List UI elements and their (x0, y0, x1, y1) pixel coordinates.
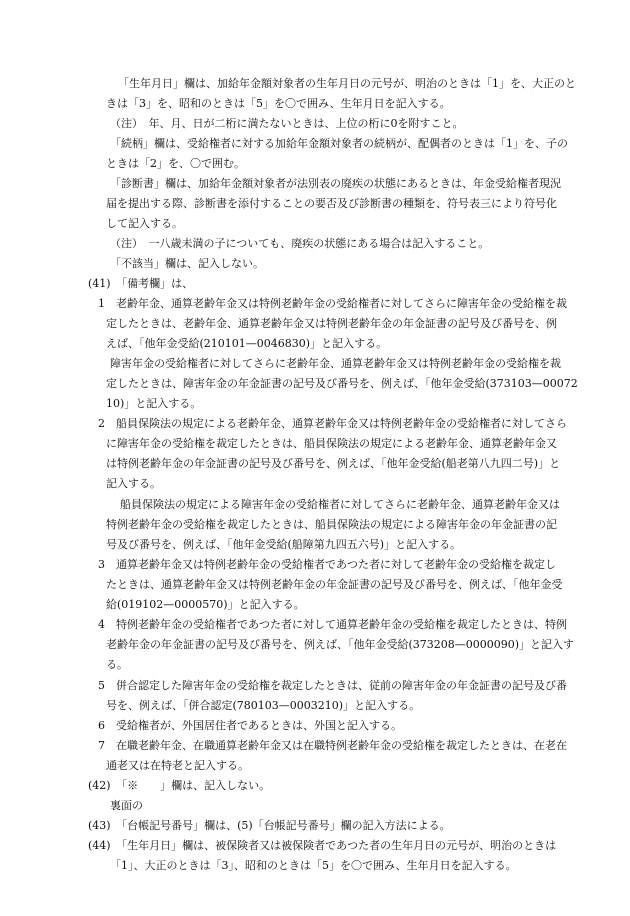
paragraph-line: 10)」と記入する。 (106, 397, 202, 410)
paragraph-line: 記入する。 (106, 477, 161, 490)
item-7: 7 在職老齢年金、在職通算老齢年金又は在職特例老齢年金の受給権を裁定したときは、在老在 (98, 739, 567, 752)
paragraph-line: 障害年金の受給権者に対してさらに老齢年金、通算老齢年金又は特例老齢年金の受給権を裁 (110, 357, 561, 370)
paragraph-line: 定したときは、老齢年金、通算老齢年金又は特例老齢年金の年金証書の記号及び番号を、例 (106, 317, 557, 330)
item-6: 6 受給権者が、外国居住者であるときは、外国と記入する。 (98, 719, 402, 732)
section-heading-43: (43) 「台帳記号番号」欄は、(5)「台帳記号番号」欄の記入方法による。 (88, 819, 451, 832)
item-2: 2 船員保険法の規定による老齢年金、通算老齢年金又は特例老齢年金の受給権者に対してさら (98, 417, 567, 430)
paragraph-line: は特例老齢年金の年金証書の記号及び番号を、例えば、「他年金受給(船老第八九四二号)」と (106, 457, 561, 470)
section-heading-42: (42) 「※ 」欄は、記入しない。 (88, 779, 271, 792)
item-4: 4 特例老齢年金の受給権者であつた者に対して通算老齢年金の受給権を裁定したときは、特例 (98, 618, 567, 631)
item-1: 1 老齢年金、通算老齢年金又は特例老齢年金の受給権者に対してさらに障害年金の受給権を裁 (98, 297, 567, 310)
paragraph-line: に障害年金の受給権を裁定したときは、船員保険法の規定による老齢年金、通算老齢年金又 (106, 437, 557, 450)
subheading-reverse-side: 裏面の (110, 799, 143, 812)
paragraph-line: 通老又は在特老と記入する。 (106, 759, 249, 772)
paragraph-line: 「不該当」欄は、記入しない。 (110, 257, 264, 270)
paragraph-line: たときは、通算老齢年金又は特例老齢年金の年金証書の記号及び番号を、例えば、「他年金受 (106, 578, 563, 591)
paragraph-line: ときは「2」を、〇で囲む。 (106, 157, 245, 170)
paragraph-line: えば、「他年金受給(210101—0046830)」と記入する。 (106, 337, 388, 350)
paragraph-line: 船員保険法の規定による障害年金の受給権者に対してさらに老齢年金、通算老齢年金又は (120, 498, 560, 511)
paragraph-line: る。 (106, 658, 128, 671)
paragraph-line: 「診断書」欄は、加給年金額対象者が法別表の廃疾の状態にあるときは、年金受給権者現況 (110, 177, 561, 190)
paragraph-line: 「1」、大正のときは「3」、昭和のときは「5」を〇で囲み、生年月日を記入する。 (110, 859, 517, 872)
item-5: 5 併合認定した障害年金の受給権を裁定したときは、従前の障害年金の年金証書の記号及び番 (98, 679, 567, 692)
section-heading-41: (41) 「備考欄」は、 (88, 277, 194, 290)
item-3: 3 通算老齢年金又は特例老齢年金の受給権者であつた者に対して老齢年金の受給権を裁定し (98, 558, 556, 571)
paragraph-line: 特例老齢年金の受給権を裁定したときは、船員保険法の規定による障害年金の年金証書の記 (106, 518, 557, 531)
paragraph-line: 号及び番号を、例えば、「他年金受給(船障第九四五六号)」と記入する。 (106, 538, 462, 551)
paragraph-line: 号を、例えば、「併合認定(780103—0003210)」と記入する。 (106, 699, 421, 712)
paragraph-line: 「続柄」欄は、受給権者に対する加給年金額対象者の続柄が、配偶者のときは「1」を、子の (110, 137, 568, 150)
section-heading-44: (44) 「生年月日」欄は、被保険者又は被保険者であつた者の生年月日の元号が、明治のときは (88, 839, 557, 852)
note-line: （注） 年、月、日が二桁に満たないときは、上位の桁に0を附すこと。 (110, 117, 464, 130)
paragraph-line: 「生年月日」欄は、加給年金額対象者の生年月日の元号が、明治のときは「1」を、大正のと (118, 77, 576, 90)
note-line: （注） 一八歳未満の子についても、廃疾の状態にある場合は記入すること。 (110, 237, 490, 250)
paragraph-line: 定したときは、障害年金の年金証書の記号及び番号を、例えば、「他年金受給(373103—00072 (106, 377, 578, 390)
paragraph-line: 給(019102—0000570)」と記入する。 (106, 598, 305, 611)
paragraph-line: きは「3」を、昭和のときは「5」を〇で囲み、生年月日を記入する。 (106, 97, 451, 110)
paragraph-line: 老齢年金の年金証書の記号及び番号を、例えば、「他年金受給(373208—0000090)」と記入す (106, 638, 575, 651)
paragraph-line: して記入する。 (106, 217, 183, 230)
paragraph-line: 届を提出する際、診断書を添付することの要否及び診断書の種類を、符号表三により符号化 (106, 197, 557, 210)
